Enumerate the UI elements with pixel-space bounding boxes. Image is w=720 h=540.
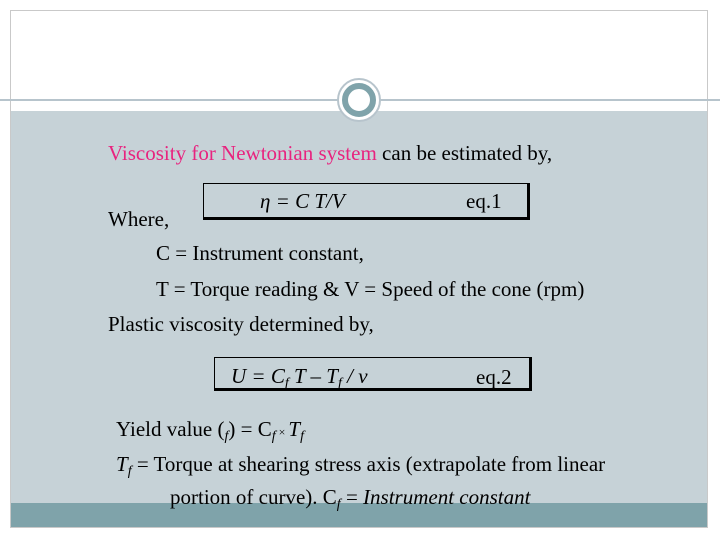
last-line (170, 485, 531, 512)
content-panel (11, 111, 707, 503)
where-label: Where, (108, 207, 170, 231)
eq2-part-a: U = C (231, 364, 285, 388)
equation-1-formula: η = C T/V (260, 189, 345, 213)
last-text-b: Instrument constant (363, 485, 531, 509)
tf-symbol: T (116, 452, 128, 476)
intro-rest: can be estimated by, (376, 141, 553, 165)
yield-text-a: Yield value ( (116, 417, 225, 441)
equation-1-label: eq.1 (466, 189, 502, 213)
last-eq: = (340, 485, 364, 509)
yield-times: × (275, 425, 289, 439)
yield-sub-2: f (271, 429, 276, 444)
equation-2-label: eq.2 (476, 365, 512, 389)
tf-line (116, 452, 606, 479)
yield-line (116, 417, 304, 444)
eq2-sub-2: f (337, 376, 342, 391)
last-sub: f (336, 497, 341, 512)
yield-text-c: T (288, 417, 301, 441)
definition-c: C = Instrument constant, (156, 241, 364, 265)
definition-t-v: T = Torque reading & V = Speed of the cone (rpm) (156, 277, 585, 301)
intro-highlight: Viscosity for Newtonian system (108, 141, 377, 165)
yield-text-b: ) = C (228, 417, 272, 441)
yield-sub-3: f (300, 429, 304, 444)
eq2-part-c: / ν (341, 364, 368, 388)
eq2-sub-1: f (284, 376, 289, 391)
last-text-a: portion of curve). C (170, 485, 337, 509)
plastic-line: Plastic viscosity determined by, (108, 312, 374, 336)
intro-line (108, 143, 552, 164)
yield-sub-1: f (224, 429, 229, 444)
tf-definition: = Torque at shearing stress axis (extrapolate from linear (131, 452, 606, 476)
tf-sub: f (127, 464, 132, 479)
equation-2-formula (231, 364, 368, 391)
eq2-part-b: T – T (288, 364, 338, 388)
decorative-ring-icon (342, 83, 376, 117)
